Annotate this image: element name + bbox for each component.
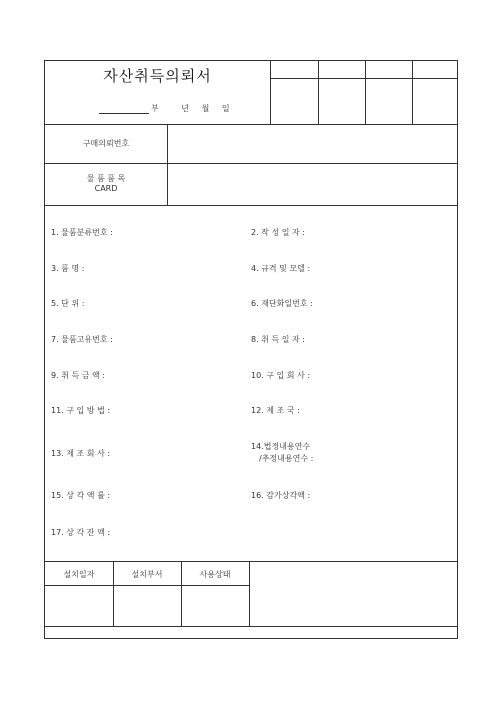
field-5: 5. 단 위 : [51, 299, 85, 308]
field-10: 10. 구 입 회 사 : [251, 371, 311, 380]
form-title: 자산취득의뢰서 [103, 67, 212, 85]
field-11: 11. 구 입 방 법 : [51, 406, 111, 415]
field-4: 4. 규격 및 모델 : [251, 264, 311, 273]
field-7: 7. 물품고유번호 : [51, 335, 113, 344]
field-2: 2. 작 성 일 자 : [251, 228, 305, 237]
approval-grid-left [270, 61, 271, 124]
field-9: 9. 취 득 금 액 : [51, 371, 105, 380]
field-14: 14.법정내용연수 /추정내용연수 : [251, 442, 314, 463]
approval-grid-divider [270, 78, 457, 79]
field-16: 16. 감가상각액 : [251, 491, 311, 500]
purchase-request-no-label: 구매의뢰번호 [82, 139, 130, 148]
field-1: 1. 물품분류번호 : [51, 228, 113, 237]
goods-card-label-2: CARD [94, 184, 118, 193]
department-blank[interactable] [99, 104, 149, 114]
field-3: 3. 품 명 : [51, 264, 85, 273]
field-13: 13. 제 조 회 사 : [51, 449, 111, 458]
field-12: 12. 제 조 국 : [251, 406, 300, 415]
field-17: 17. 상 각 잔 액 : [51, 528, 111, 537]
department-date-line: 부 년 월 일 [99, 103, 230, 114]
field-6: 6. 재단화일번호 : [251, 299, 313, 308]
field-8: 8. 취 득 일 자 : [251, 335, 305, 344]
usage-status-label: 사용상태 [199, 570, 231, 579]
install-date-label: 설치일자 [63, 570, 95, 579]
goods-card-label: 물 품 품 목 [86, 174, 126, 183]
asset-acquisition-form [44, 60, 458, 639]
field-15: 15. 상 각 액 률 : [51, 491, 111, 500]
install-dept-label: 설치부서 [131, 570, 163, 579]
